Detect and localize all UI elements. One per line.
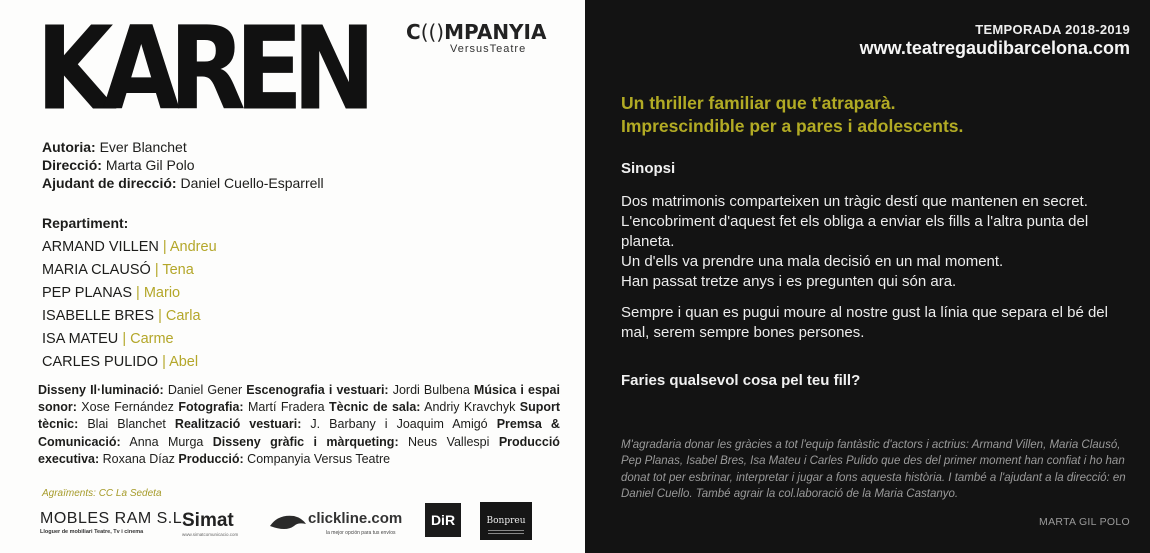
acknowledgements: Agraïments: CC La Sedeta xyxy=(42,488,162,499)
tagline: Un thriller familiar que t'atraparà. Imprescindible per a pares i adolescents. xyxy=(621,93,964,136)
cast-item: ISABELLE BRES | Carla xyxy=(42,308,201,324)
credit-assistant: Ajudant de direcció: Daniel Cuello-Esparrell xyxy=(42,175,324,191)
cast-title: Repartiment: xyxy=(42,215,129,231)
director-quote: M'agradaria donar les gràcies a tot l'equip fantàstic d'actors i actrius: Armand Villen, Maria Clausó, Pep Planas, Isabel Bres, Isa Mateu i Carles Pulido que des del primer moment han confiat i ho han donat tot per esbrinar, interpretar i jugar a fons aquesta història. I també a l'ajudant a la direcció: en Daniel Cuello. També agrair la col.laboració de la Maria Castanyo. xyxy=(621,439,1126,501)
credit-author: Autoria: Ever Blanchet xyxy=(42,139,187,155)
cast-item: PEP PLANAS | Mario xyxy=(42,285,181,301)
company-logo xyxy=(406,20,566,55)
credits xyxy=(42,138,324,192)
cast-item: CARLES PULIDO | Abel xyxy=(42,354,199,370)
technical-credits: Disseny Il·luminació: Daniel Gener Escenografia i vestuari: Jordi Bulbena Música i espai sonor: Xose Fernández Fotografia: Martí Fradera Tècnic de sala: Andriy Kravchyk Suport tècnic: Blai Blanchet Realització vestuari: J. Barbany i Joaquim Amigó Premsa & Comunicació: Anna Murga Disseny gràfic i màrqueting: Neus Vallespi Producció executiva: Roxana Díaz Producció: Companyia Versus Teatre xyxy=(38,383,561,466)
synopsis-question: Faries qualsevol cosa pel teu fill? xyxy=(621,372,861,389)
cast-item: ISA MATEU | Carme xyxy=(42,331,174,347)
show-title: KAREN xyxy=(36,1,365,137)
bonpreu-lines-icon xyxy=(488,530,524,534)
ring-icon: (() xyxy=(420,20,445,44)
cast-list xyxy=(42,236,217,374)
synopsis-text xyxy=(621,192,1121,354)
sponsor-simat: Simat www.simatcomunicacio.com xyxy=(182,510,239,537)
credit-director: Direcció: Marta Gil Polo xyxy=(42,157,195,173)
sponsor-logos: MOBLES RAM S.L. Lloguer de mobiliari Teatre, Tv i cinema Simat www.simatcomunicacio.com clickline.com la mejor opción para tus envíos DiR Bonpreu xyxy=(40,500,570,545)
hat-icon xyxy=(268,512,308,534)
director-signature: MARTA GIL POLO xyxy=(1039,516,1130,528)
season: TEMPORADA 2018-2019 xyxy=(975,22,1130,37)
synopsis-paragraph: Sempre i quan es pugui moure al nostre gust la línia que separa el bé del mal, serem sempre bones persones. xyxy=(621,304,1108,341)
company-sub: VersusTeatre xyxy=(450,43,527,55)
sponsor-bonpreu: Bonpreu xyxy=(480,502,532,540)
sponsor-mobles-ram: MOBLES RAM S.L. Lloguer de mobiliari Teatre, Tv i cinema xyxy=(40,510,188,535)
right-panel xyxy=(585,0,1150,553)
cast-item: ARMAND VILLEN | Andreu xyxy=(42,239,217,255)
website: www.teatregaudibarcelona.com xyxy=(859,38,1130,58)
cast-item: MARIA CLAUSÓ | Tena xyxy=(42,262,194,278)
synopsis-paragraph: Dos matrimonis comparteixen un tràgic destí que mantenen en secret. L'encobriment d'aquest fet els obliga a enviar els fills a l'altra punta del planeta. Un d'ells va prendre una mala decisió en un mal moment. Han passat tretze anys i es pregunten qui són ara. xyxy=(621,193,1089,290)
company-name: C(()MPANYIA xyxy=(406,20,547,44)
synopsis-heading: Sinopsi xyxy=(621,160,676,177)
sponsor-dir: DiR xyxy=(425,503,461,537)
